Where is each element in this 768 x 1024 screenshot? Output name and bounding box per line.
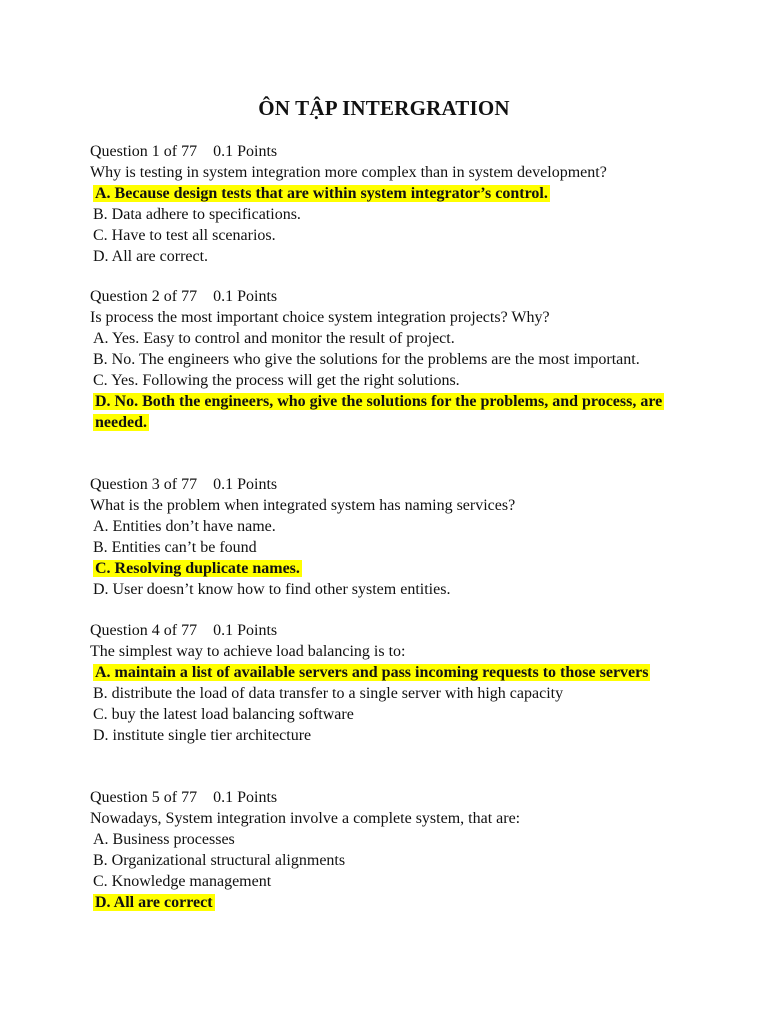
document-title: ÔN TẬP INTERGRATION xyxy=(258,96,510,120)
answer-option: B. distribute the load of data transfer to a single server with high capacity xyxy=(93,685,564,702)
question-block xyxy=(90,620,670,746)
answer-option-correct xyxy=(90,391,670,433)
answer-option-correct xyxy=(90,183,670,204)
question-text: What is the problem when integrated system has naming services? xyxy=(90,497,516,514)
question-block xyxy=(90,286,670,433)
question-header xyxy=(90,141,670,162)
question-number: Question 4 of 77 xyxy=(90,622,198,639)
answer-option: C. buy the latest load balancing software xyxy=(93,706,354,723)
question-header xyxy=(90,787,670,808)
highlighted-answer: A. Because design tests that are within system integrator’s control. xyxy=(95,185,548,202)
answer-option: B. Data adhere to specifications. xyxy=(93,206,301,223)
answer-option-correct xyxy=(90,892,670,913)
question-text: The simplest way to achieve load balancing is to: xyxy=(90,643,406,660)
highlighted-answer: C. Resolving duplicate names. xyxy=(95,560,300,577)
question-points: 0.1 Points xyxy=(213,789,278,806)
answer-option: C. Yes. Following the process will get the right solutions. xyxy=(93,372,460,389)
question-block xyxy=(90,474,670,600)
question-block xyxy=(90,141,670,267)
question-header xyxy=(90,620,670,641)
question-header xyxy=(90,474,670,495)
answer-option-correct xyxy=(90,662,670,683)
highlighted-answer: D. All are correct xyxy=(95,894,213,911)
question-text: Nowadays, System integration involve a complete system, that are: xyxy=(90,810,521,827)
question-text: Is process the most important choice system integration projects? Why? xyxy=(90,309,550,326)
answer-option: B. Organizational structural alignments xyxy=(93,852,346,869)
question-points: 0.1 Points xyxy=(213,143,278,160)
answer-option: C. Knowledge management xyxy=(93,873,272,890)
question-text: Why is testing in system integration more complex than in system development? xyxy=(90,164,607,181)
answer-option: A. Entities don’t have name. xyxy=(93,518,276,535)
question-number: Question 2 of 77 xyxy=(90,288,198,305)
answer-option: D. User doesn’t know how to find other system entities. xyxy=(93,581,451,598)
highlighted-answer: A. maintain a list of available servers and pass incoming requests to those servers xyxy=(95,664,649,681)
question-block xyxy=(90,787,670,913)
question-number: Question 3 of 77 xyxy=(90,476,198,493)
question-number: Question 1 of 77 xyxy=(90,143,198,160)
answer-option: C. Have to test all scenarios. xyxy=(93,227,276,244)
question-points: 0.1 Points xyxy=(213,288,278,305)
answer-option: B. Entities can’t be found xyxy=(93,539,257,556)
question-points: 0.1 Points xyxy=(213,622,278,639)
answer-option: A. Business processes xyxy=(93,831,235,848)
answer-option: B. No. The engineers who give the solutions for the problems are the most important. xyxy=(93,351,640,368)
answer-option: D. All are correct. xyxy=(93,248,209,265)
highlighted-answer: D. No. Both the engineers, who give the solutions for the problems, and process, are needed. xyxy=(95,393,663,431)
question-header xyxy=(90,286,670,307)
answer-option: A. Yes. Easy to control and monitor the result of project. xyxy=(93,330,455,347)
answer-option-correct xyxy=(90,558,670,579)
question-number: Question 5 of 77 xyxy=(90,789,198,806)
answer-option: D. institute single tier architecture xyxy=(93,727,312,744)
question-points: 0.1 Points xyxy=(213,476,278,493)
